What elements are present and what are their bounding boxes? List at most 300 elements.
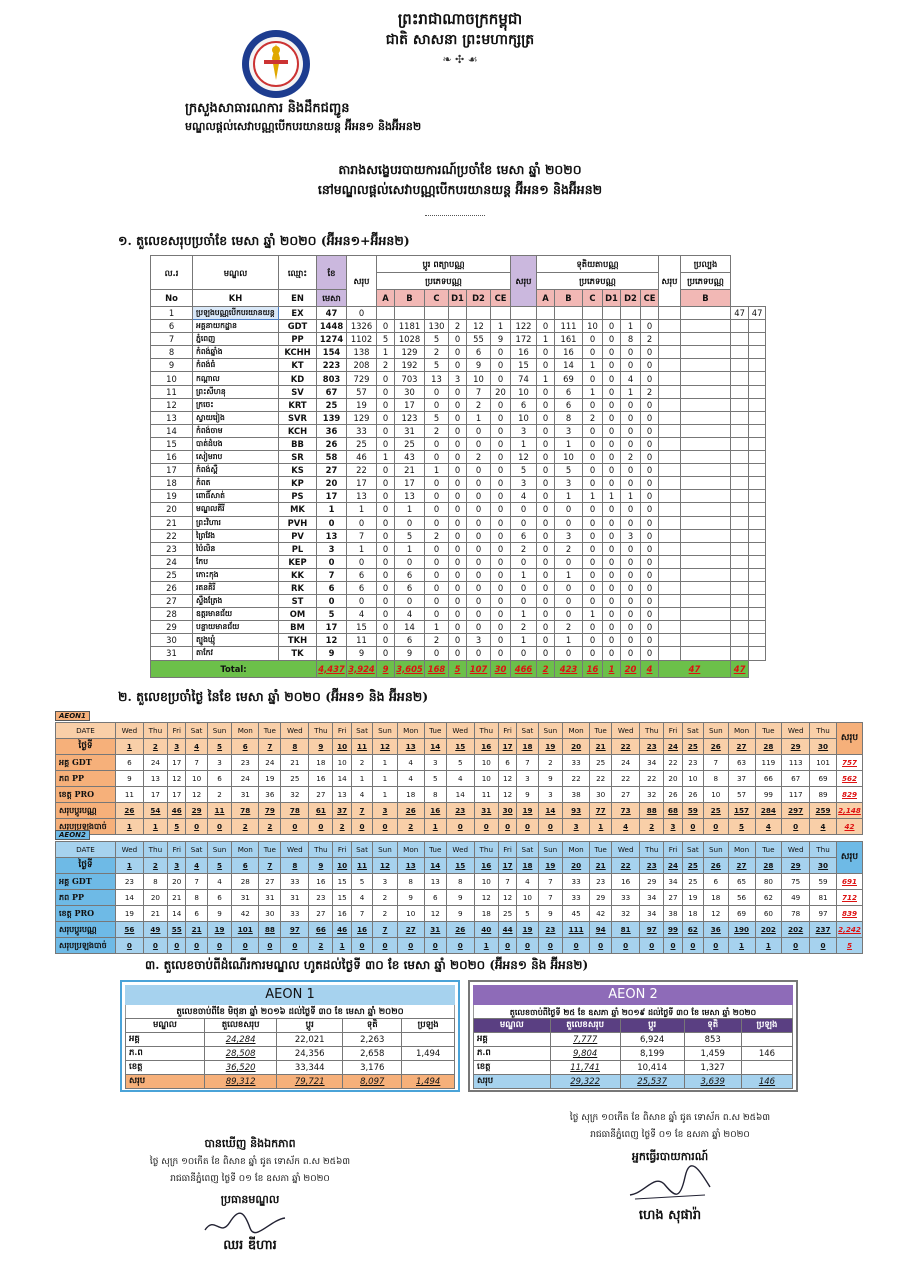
- daily-cell: 0: [207, 819, 232, 835]
- daily-cell: 0: [682, 938, 703, 954]
- daily-cell: 19: [517, 922, 538, 938]
- table-cell: 0: [347, 555, 377, 568]
- table-cell: 0: [491, 464, 511, 477]
- daily-cell: 2: [640, 819, 664, 835]
- weekday-cell: Wed: [782, 842, 810, 858]
- daily-cell: 44: [498, 922, 516, 938]
- total-cell: 16: [583, 660, 603, 677]
- daily-cell: 2: [333, 819, 351, 835]
- table-cell: 5: [377, 333, 395, 346]
- daily-cell: 34: [640, 906, 664, 922]
- empty-cell: [749, 346, 766, 359]
- table-cell: 0: [467, 595, 491, 608]
- daily-cell: 97: [810, 906, 837, 922]
- table-cell: [659, 581, 681, 594]
- table-cell: 161: [555, 333, 583, 346]
- table-cell: 4: [395, 608, 425, 621]
- table-cell: 0: [377, 595, 395, 608]
- table-cell: 14: [395, 621, 425, 634]
- day-cell: 2: [143, 739, 167, 755]
- cat2-A: A: [537, 290, 555, 307]
- table-cell: 7: [347, 529, 377, 542]
- daily-cell: 157: [728, 803, 755, 819]
- daily-cell: 3: [664, 819, 682, 835]
- table-cell: 0: [491, 647, 511, 660]
- daily-cell: 15: [333, 874, 351, 890]
- table-cell: 1: [583, 385, 603, 398]
- table-cell: 0: [491, 608, 511, 621]
- daily-cell: 0: [640, 938, 664, 954]
- total-cell: 4: [641, 660, 659, 677]
- daily-cell: 0: [232, 938, 259, 954]
- daily-cell: 10: [704, 787, 729, 803]
- weekday-cell: Mon: [232, 723, 259, 739]
- empty-cell: [749, 634, 766, 647]
- total-cell: 107: [467, 660, 491, 677]
- table-cell: 0: [641, 621, 659, 634]
- summary-col-header: ទុតិ: [343, 1019, 402, 1033]
- table-row: [151, 568, 766, 581]
- table-cell: 1: [511, 634, 537, 647]
- weekday-cell: Sat: [682, 723, 703, 739]
- daily-cell: 97: [640, 922, 664, 938]
- table-cell: 36: [317, 424, 347, 437]
- daily-cell: 0: [517, 938, 538, 954]
- table-cell: 0: [583, 398, 603, 411]
- table-cell: 0: [583, 555, 603, 568]
- table-row: [151, 490, 766, 503]
- weekday-cell: Tue: [590, 842, 612, 858]
- summary-cell: 146: [741, 1075, 792, 1089]
- table-row: [151, 477, 766, 490]
- table-cell: 0: [603, 621, 621, 634]
- row-label: សរុបប្តូរបណ្ណ: [56, 803, 116, 819]
- row-label: អគ្គ GDT: [56, 755, 116, 771]
- table-cell: 43: [395, 451, 425, 464]
- table-cell: 1: [603, 490, 621, 503]
- table-cell: 0: [449, 621, 467, 634]
- empty-cell: [731, 424, 749, 437]
- table-cell: [659, 372, 681, 385]
- aeon1-tag: AEON1: [55, 711, 90, 721]
- daily-cell: 60: [755, 906, 782, 922]
- table-cell: 0: [467, 608, 491, 621]
- table-cell: [681, 608, 731, 621]
- table-cell: 31: [395, 424, 425, 437]
- table-cell: [681, 555, 731, 568]
- summary-cell: 11,741: [550, 1061, 620, 1075]
- summary-cell: 89,312: [204, 1075, 276, 1089]
- table-cell: 0: [621, 359, 641, 372]
- table-cell: 0: [491, 634, 511, 647]
- daily-cell: 6: [207, 771, 232, 787]
- daily-cell: 77: [590, 803, 612, 819]
- daily-cell: 10: [517, 890, 538, 906]
- empty-cell: [731, 411, 749, 424]
- daily-cell: 1: [143, 819, 167, 835]
- weekday-cell: Sun: [207, 723, 232, 739]
- table-cell: 0: [449, 333, 467, 346]
- day-cell: 19: [538, 858, 563, 874]
- aeon1-daily-table: [55, 722, 863, 835]
- table-cell: 1: [317, 503, 347, 516]
- table-cell: 17: [317, 621, 347, 634]
- table-cell: 16: [511, 346, 537, 359]
- table-cell: [583, 307, 603, 320]
- summary-cell: ខេត្ត: [474, 1061, 551, 1075]
- daily-cell: 12: [186, 787, 207, 803]
- daily-cell: 11: [207, 803, 232, 819]
- date-label: DATE: [56, 842, 116, 858]
- table-cell: 0: [603, 503, 621, 516]
- table-cell: 0: [425, 516, 449, 529]
- table-cell: 0: [491, 359, 511, 372]
- daily-cell: 66: [309, 922, 333, 938]
- table-cell: 0: [583, 333, 603, 346]
- table-cell: [681, 490, 731, 503]
- daily-cell: 0: [810, 938, 837, 954]
- daily-cell: 117: [782, 787, 810, 803]
- table-cell: 0: [583, 451, 603, 464]
- empty-cell: [731, 372, 749, 385]
- table-cell: 0: [377, 555, 395, 568]
- table-cell: [681, 503, 731, 516]
- table-cell: រតនគិរី: [193, 581, 279, 594]
- empty-cell: [749, 516, 766, 529]
- table-cell: 2: [467, 451, 491, 464]
- table-cell: [659, 477, 681, 490]
- table-cell: 0: [555, 581, 583, 594]
- weekday-cell: Sat: [351, 723, 372, 739]
- table-cell: 0: [603, 595, 621, 608]
- table-cell: 0: [603, 398, 621, 411]
- table-cell: [681, 398, 731, 411]
- table-cell: 0: [449, 424, 467, 437]
- summary-cell: 8,199: [620, 1047, 684, 1061]
- table-cell: 0: [555, 516, 583, 529]
- table-cell: 47: [317, 307, 347, 320]
- daily-cell: 23: [682, 755, 703, 771]
- header-intl-sub: ប្រភេទបណ្ណ: [681, 273, 731, 290]
- table-cell: 0: [583, 568, 603, 581]
- daily-cell: 19: [207, 922, 232, 938]
- row-label: ខេត្ត PRO: [56, 787, 116, 803]
- table-cell: 3: [317, 542, 347, 555]
- header-total: សរុប: [347, 256, 377, 307]
- table-row: [151, 621, 766, 634]
- table-cell: [641, 307, 659, 320]
- daily-cell: 31: [232, 787, 259, 803]
- table-cell: 0: [583, 437, 603, 450]
- daily-cell: 2: [259, 819, 281, 835]
- daily-cell: 16: [424, 803, 446, 819]
- daily-cell: 190: [728, 922, 755, 938]
- day-cell: 12: [373, 858, 398, 874]
- table-cell: TK: [279, 647, 317, 660]
- table-cell: 24: [151, 555, 193, 568]
- table-cell: ប្រឡងបណ្ណបើកបរយានយន្ត: [193, 307, 279, 320]
- daily-cell: 11: [116, 787, 144, 803]
- table-cell: 0: [641, 320, 659, 333]
- table-cell: [395, 307, 425, 320]
- daily-cell: 49: [782, 890, 810, 906]
- daily-cell: 10: [333, 755, 351, 771]
- table-cell: 15: [151, 437, 193, 450]
- daily-cell: 36: [704, 922, 729, 938]
- header-total-new: សរុប: [511, 256, 537, 307]
- daily-cell: 29: [640, 874, 664, 890]
- row-label: អគ្គ GDT: [56, 874, 116, 890]
- report-title: តារាងសង្ខេបរបាយការណ៍ប្រចាំខែ មេសា ឆ្នាំ ២០២០: [338, 162, 582, 177]
- table-cell: 0: [537, 581, 555, 594]
- summary-cell: 146: [741, 1047, 792, 1061]
- daily-cell: 30: [498, 803, 516, 819]
- day-cell: 12: [373, 739, 398, 755]
- daily-cell: 14: [168, 906, 186, 922]
- table-cell: 5: [317, 608, 347, 621]
- table-cell: 0: [583, 529, 603, 542]
- row-total: 562: [837, 771, 863, 787]
- cat2-CE: CE: [641, 290, 659, 307]
- daily-cell: 14: [538, 803, 563, 819]
- table-cell: [555, 307, 583, 320]
- table-cell: 0: [603, 359, 621, 372]
- daily-cell: 78: [281, 803, 309, 819]
- daily-cell: 0: [704, 819, 729, 835]
- table-cell: 9: [347, 647, 377, 660]
- summary-cell: 6,924: [620, 1033, 684, 1047]
- daily-cell: 14: [446, 787, 474, 803]
- motto: ជាតិ សាសនា ព្រះមហាក្សត្រ: [385, 32, 535, 48]
- table-cell: 2: [511, 621, 537, 634]
- summary-cell: ខេត្ត: [126, 1061, 205, 1075]
- daily-cell: 0: [186, 938, 207, 954]
- table-cell: 0: [425, 568, 449, 581]
- table-cell: 0: [537, 529, 555, 542]
- table-cell: [491, 307, 511, 320]
- table-cell: [659, 307, 681, 320]
- daily-cell: 19: [116, 906, 144, 922]
- day-cell: 19: [538, 739, 563, 755]
- table-row: [151, 320, 766, 333]
- table-cell: 172: [511, 333, 537, 346]
- day-cell: 27: [728, 739, 755, 755]
- table-cell: 0: [449, 398, 467, 411]
- daily-cell: 7: [351, 803, 372, 819]
- table-cell: 0: [425, 385, 449, 398]
- table-cell: [681, 516, 731, 529]
- header2-no: No: [151, 290, 193, 307]
- divider: [425, 215, 485, 216]
- daily-cell: 40: [474, 922, 498, 938]
- table-cell: SR: [279, 451, 317, 464]
- daily-cell: 13: [143, 771, 167, 787]
- table-cell: 0: [537, 608, 555, 621]
- table-cell: 0: [491, 516, 511, 529]
- daily-cell: 30: [259, 906, 281, 922]
- table-cell: 0: [449, 385, 467, 398]
- summary-cell: អគ្គ: [474, 1033, 551, 1047]
- table-row: [151, 437, 766, 450]
- table-cell: SV: [279, 385, 317, 398]
- weekday-row: [56, 842, 863, 858]
- table-cell: KD: [279, 372, 317, 385]
- table-cell: 803: [317, 372, 347, 385]
- table-row: [151, 411, 766, 424]
- table-cell: 8: [621, 333, 641, 346]
- daily-cell: 101: [810, 755, 837, 771]
- daily-cell: 7: [498, 874, 516, 890]
- cat-intl-B: B: [681, 290, 731, 307]
- day-cell: 27: [728, 858, 755, 874]
- daily-cell: 63: [728, 755, 755, 771]
- empty-cell: [731, 359, 749, 372]
- table-cell: 1: [555, 437, 583, 450]
- table-cell: 0: [641, 372, 659, 385]
- table-cell: [537, 307, 555, 320]
- header-new: ប្តូរ ពត្យាបណ្ណ: [377, 256, 511, 273]
- table-cell: 129: [395, 346, 425, 359]
- day-cell: 15: [446, 858, 474, 874]
- daily-cell: 202: [782, 922, 810, 938]
- table-cell: [659, 333, 681, 346]
- table-cell: 6: [395, 568, 425, 581]
- day-cell: 17: [498, 739, 516, 755]
- weekday-cell: Fri: [498, 723, 516, 739]
- table-cell: 139: [317, 411, 347, 424]
- table-cell: 0: [449, 451, 467, 464]
- daily-cell: 30: [590, 787, 612, 803]
- daily-cell: 27: [309, 787, 333, 803]
- weekday-cell: Fri: [664, 842, 682, 858]
- daily-cell: 80: [755, 874, 782, 890]
- daily-cell: 6: [186, 906, 207, 922]
- table-cell: 1: [511, 437, 537, 450]
- table-cell: 0: [537, 359, 555, 372]
- day-cell: 1: [116, 739, 144, 755]
- daily-cell: 27: [259, 874, 281, 890]
- table-cell: 0: [641, 411, 659, 424]
- table-cell: 0: [491, 555, 511, 568]
- footer-right-role: អ្នកធ្វើរបាយការណ៍: [631, 1150, 709, 1163]
- empty-cell: [749, 333, 766, 346]
- table-cell: 0: [537, 516, 555, 529]
- table-cell: 0: [537, 542, 555, 555]
- daily-cell: 0: [612, 938, 640, 954]
- table-cell: 0: [377, 634, 395, 647]
- table-cell: 154: [317, 346, 347, 359]
- summary-cell: 1,494: [402, 1075, 455, 1089]
- daily-cell: 2: [207, 787, 232, 803]
- table-cell: [659, 385, 681, 398]
- table-cell: 0: [537, 411, 555, 424]
- aeon2-summary-subtitle: តួលេខចាប់ពីថ្ងៃទី ២៥ ខែ ឧសភា ឆ្នាំ ២០១៩ ដល់ថ្ងៃទី ៣០ ខែ មេសា ឆ្នាំ ២០២០: [473, 1005, 793, 1019]
- summary-header-row: [126, 1019, 455, 1033]
- daily-cell: 20: [664, 771, 682, 787]
- summary-row: [474, 1047, 793, 1061]
- daily-cell: 18: [682, 906, 703, 922]
- weekday-cell: Sun: [373, 842, 398, 858]
- table-cell: 0: [621, 542, 641, 555]
- table-cell: 0: [621, 503, 641, 516]
- daily-cell: 13: [424, 874, 446, 890]
- day-cell: 24: [664, 858, 682, 874]
- daily-row: [56, 938, 863, 954]
- daily-cell: 0: [186, 819, 207, 835]
- footer-left-date1: ថ្ងៃ សុក្រ ១០កើត ខែ ពិសាខ ឆ្នាំ ជូត ទោស័ក ព.ស ២៥៦៣: [149, 1157, 351, 1167]
- empty-cell: [749, 424, 766, 437]
- daily-cell: 23: [590, 874, 612, 890]
- table-cell: 4: [347, 608, 377, 621]
- total-header: សរុប: [837, 842, 863, 874]
- daily-cell: 0: [474, 819, 498, 835]
- daily-cell: 0: [664, 938, 682, 954]
- weekday-cell: Sat: [517, 723, 538, 739]
- daily-cell: 0: [682, 819, 703, 835]
- daily-row: [56, 906, 863, 922]
- table-cell: PV: [279, 529, 317, 542]
- daily-cell: 12: [168, 771, 186, 787]
- daily-cell: 4: [446, 771, 474, 787]
- day-cell: 28: [755, 739, 782, 755]
- daily-cell: 32: [640, 787, 664, 803]
- table-cell: 6: [347, 568, 377, 581]
- summary-col-header: ប្តូរ: [277, 1019, 343, 1033]
- daily-cell: 27: [309, 906, 333, 922]
- table-cell: 0: [425, 647, 449, 660]
- daily-cell: 25: [281, 771, 309, 787]
- day-cell: 5: [207, 739, 232, 755]
- empty-cell: [731, 346, 749, 359]
- table-cell: ពោធិ៍សាត់: [193, 490, 279, 503]
- table-cell: SVR: [279, 411, 317, 424]
- day-cell: 7: [259, 858, 281, 874]
- table-cell: ក្រចេះ: [193, 398, 279, 411]
- table-cell: 25: [151, 568, 193, 581]
- empty-cell: [731, 568, 749, 581]
- daily-cell: 61: [309, 803, 333, 819]
- daily-cell: 7: [704, 755, 729, 771]
- table-cell: 1: [555, 490, 583, 503]
- table-cell: 12: [467, 320, 491, 333]
- day-cell: 5: [207, 858, 232, 874]
- day-cell: 11: [351, 858, 372, 874]
- total-label: Total:: [151, 660, 317, 677]
- table-cell: ឧត្តរមានជ័យ: [193, 608, 279, 621]
- table-cell: 13: [347, 490, 377, 503]
- total-cell: 1: [603, 660, 621, 677]
- daily-cell: 4: [397, 771, 424, 787]
- table-cell: 1: [583, 490, 603, 503]
- daily-cell: 0: [498, 938, 516, 954]
- table-cell: 0: [449, 634, 467, 647]
- table-row: [151, 647, 766, 660]
- daily-cell: 20: [143, 890, 167, 906]
- table-cell: [659, 608, 681, 621]
- daily-cell: 26: [397, 803, 424, 819]
- day-cell: 22: [612, 739, 640, 755]
- total-cell: 168: [425, 660, 449, 677]
- daily-cell: 34: [640, 755, 664, 771]
- empty-cell: [731, 529, 749, 542]
- daily-cell: 1: [373, 755, 398, 771]
- row-total: 712: [837, 890, 863, 906]
- table-cell: [681, 437, 731, 450]
- table-cell: 1: [347, 503, 377, 516]
- daily-cell: 18: [704, 890, 729, 906]
- table-cell: 1: [425, 621, 449, 634]
- daily-cell: 0: [259, 938, 281, 954]
